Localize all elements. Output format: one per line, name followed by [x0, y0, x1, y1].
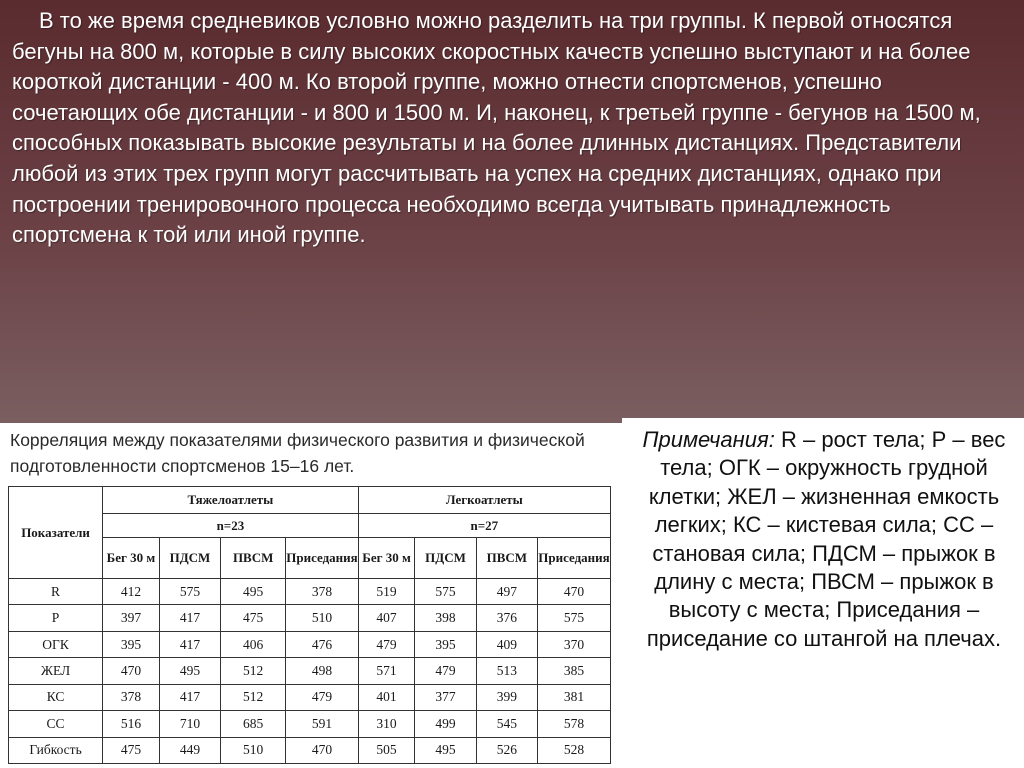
table-cell: 479 [358, 631, 415, 657]
table-cell: 505 [358, 737, 415, 763]
table-cell: 401 [358, 684, 415, 710]
column-header: ПДСМ [415, 538, 476, 579]
table-panel [0, 423, 622, 768]
table-cell: 310 [358, 711, 415, 737]
group-n: n=23 [103, 514, 359, 538]
table-cell: 381 [537, 684, 610, 710]
table-cell: 528 [537, 737, 610, 763]
table-row [9, 711, 611, 737]
table-cell: 578 [537, 711, 610, 737]
row-header: Показатели [9, 487, 103, 579]
group-header: Легкоатлеты [358, 487, 610, 514]
table-cell: 475 [221, 605, 286, 631]
table-cell: 378 [286, 579, 358, 605]
table-row [9, 684, 611, 710]
table-row [9, 579, 611, 605]
table-cell: 497 [476, 579, 537, 605]
group-header: Тяжелоатлеты [103, 487, 359, 514]
table-cell: 449 [159, 737, 220, 763]
table-row [9, 631, 611, 657]
table-row [9, 658, 611, 684]
table-cell: 571 [358, 658, 415, 684]
table-cell: 470 [537, 579, 610, 605]
table-cell: 470 [286, 737, 358, 763]
table-cell: 512 [221, 658, 286, 684]
column-header: Бег 30 м [358, 538, 415, 579]
column-header: Приседания [286, 538, 358, 579]
table-cell: 399 [476, 684, 537, 710]
table-cell: 591 [286, 711, 358, 737]
row-label: Гибкость [9, 737, 103, 763]
table-cell: 407 [358, 605, 415, 631]
table-cell: 510 [286, 605, 358, 631]
table-cell: 417 [159, 631, 220, 657]
table-cell: 545 [476, 711, 537, 737]
row-label: СС [9, 711, 103, 737]
table-cell: 385 [537, 658, 610, 684]
table-cell: 495 [415, 737, 476, 763]
table-cell: 575 [415, 579, 476, 605]
table-cell: 475 [103, 737, 160, 763]
table-cell: 512 [221, 684, 286, 710]
table-cell: 378 [103, 684, 160, 710]
table-cell: 417 [159, 684, 220, 710]
table-cell: 417 [159, 605, 220, 631]
table-cell: 409 [476, 631, 537, 657]
table-cell: 398 [415, 605, 476, 631]
table-cell: 510 [221, 737, 286, 763]
table-cell: 370 [537, 631, 610, 657]
table-cell: 395 [415, 631, 476, 657]
column-header: ПВСМ [476, 538, 537, 579]
column-header: ПВСМ [221, 538, 286, 579]
notes-text [630, 426, 1018, 653]
table-cell: 498 [286, 658, 358, 684]
table-cell: 479 [286, 684, 358, 710]
row-label: КС [9, 684, 103, 710]
row-label: ЖЕЛ [9, 658, 103, 684]
notes-label: Примечания: [642, 427, 775, 452]
table-cell: 513 [476, 658, 537, 684]
table-cell: 710 [159, 711, 220, 737]
table-cell: 406 [221, 631, 286, 657]
intro-paragraph: В то же время средневиков условно можно разделить на три группы. К первой относятся бегуны на 800 м, которые в силу высоких скоростных качеств успешно выступают и на более короткой дистанции - 400 м. Ко второй группе, можно отнести спортсменов, успешно сочетающих обе дистанции - и 800 и 1500 м. И, наконец, к третьей группе - бегунов на 1500 м, способных показывать высокие результаты и на более длинных дистанциях. Представители любой из этих трех групп могут рассчитывать на успех на средних дистанциях, однако при построении тренировочного процесса необходимо всегда учитывать принадлежность спортсмена к той или иной группе. [12, 8, 981, 248]
table-cell: 495 [159, 658, 220, 684]
table-cell: 516 [103, 711, 160, 737]
table-cell: 575 [537, 605, 610, 631]
table-cell: 412 [103, 579, 160, 605]
table-cell: 575 [159, 579, 220, 605]
table-cell: 499 [415, 711, 476, 737]
correlation-table [8, 486, 611, 764]
row-label: R [9, 579, 103, 605]
table-row [9, 737, 611, 763]
table-row [9, 605, 611, 631]
column-header: ПДСМ [159, 538, 220, 579]
row-label: ОГК [9, 631, 103, 657]
table-caption: Корреляция между показателями физического развития и физической подготовленности спортсменов 15–16 лет. [10, 430, 585, 476]
table-cell: 519 [358, 579, 415, 605]
group-n: n=27 [358, 514, 610, 538]
table-cell: 479 [415, 658, 476, 684]
table-cell: 397 [103, 605, 160, 631]
table-cell: 526 [476, 737, 537, 763]
notes-panel [622, 418, 1024, 768]
table-cell: 685 [221, 711, 286, 737]
table-cell: 395 [103, 631, 160, 657]
column-header: Бег 30 м [103, 538, 160, 579]
notes-body: R – рост тела; Р – вес тела; ОГК – окружность грудной клетки; ЖЕЛ – жизненная емкость легких; КС – кистевая сила; СС – становая сила; ПДСМ – прыжок в длину с места; ПВСМ – прыжок в высоту с места; Приседания – приседание со штангой на плечах. [646, 427, 1006, 651]
column-header: Приседания [537, 538, 610, 579]
table-cell: 470 [103, 658, 160, 684]
row-label: P [9, 605, 103, 631]
table-cell: 377 [415, 684, 476, 710]
table-cell: 476 [286, 631, 358, 657]
table-cell: 495 [221, 579, 286, 605]
table-cell: 376 [476, 605, 537, 631]
